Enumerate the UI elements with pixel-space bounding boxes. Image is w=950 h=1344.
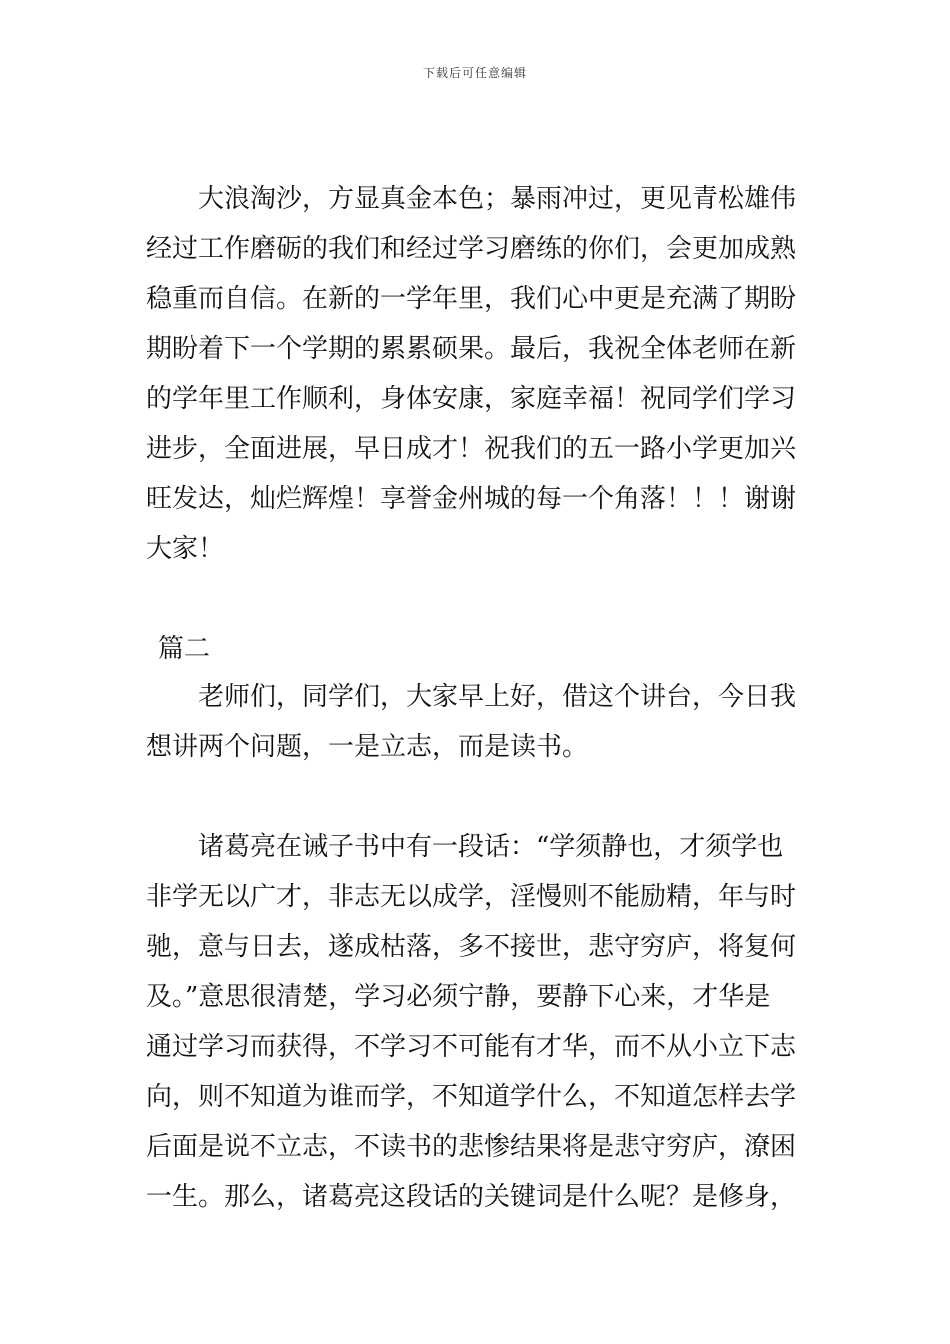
- text-line: 进步，全面进展，早日成才！祝我们的五一路小学更加兴: [146, 434, 797, 464]
- text-line: 旺发达，灿烂辉煌！享誉金州城的每一个角落！！！谢谢: [146, 484, 797, 514]
- page-header: 下载后可任意编辑: [422, 66, 527, 80]
- paragraph-1: [146, 174, 810, 574]
- text-line: 老师们，同学们，大家早上好，借这个讲台，今日我: [198, 682, 797, 712]
- text-line: 后面是说不立志，不读书的悲惨结果将是悲守穷庐，潦困: [146, 1132, 797, 1162]
- text-line: 向，则不知道为谁而学，不知道学什么，不知道怎样去学: [146, 1082, 797, 1112]
- text-line: 想讲两个问题，一是立志，而是读书。: [146, 732, 589, 762]
- text-line: 大家！: [146, 534, 225, 564]
- text-line: 诸葛亮在诫子书中有一段话：“学须静也，才须学也: [198, 832, 784, 862]
- text-line: 稳重而自信。在新的一学年里，我们心中更是充满了期盼: [146, 284, 797, 314]
- text-line: 非学无以广才，非志无以成学，淫慢则不能励精，年与时: [146, 882, 797, 912]
- paragraph-3: [146, 822, 810, 1222]
- text-line: 经过工作磨砺的我们和经过学习磨练的你们，会更加成熟: [146, 234, 797, 264]
- text-line: 期盼着下一个学期的累累硕果。最后，我祝全体老师在新: [146, 334, 797, 364]
- text-line: 大浪淘沙，方显真金本色；暴雨冲过，更见青松雄伟: [198, 184, 797, 214]
- text-line: 通过学习而获得，不学习不可能有才华，而不从小立下志: [146, 1032, 797, 1062]
- text-line: 驰，意与日去，遂成枯落，多不接世，悲守穷庐，将复何: [146, 932, 797, 962]
- text-line: 及。”意思很清楚，学习必须宁静，要静下心来，才华是: [146, 982, 771, 1012]
- section-heading: 篇二: [158, 634, 211, 664]
- text-line: 的学年里工作顺利，身体安康，家庭幸福！祝同学们学习: [146, 384, 797, 414]
- paragraph-2: [146, 672, 810, 772]
- text-line: 一生。那么，诸葛亮这段话的关键词是什么呢？是修身，: [146, 1182, 797, 1212]
